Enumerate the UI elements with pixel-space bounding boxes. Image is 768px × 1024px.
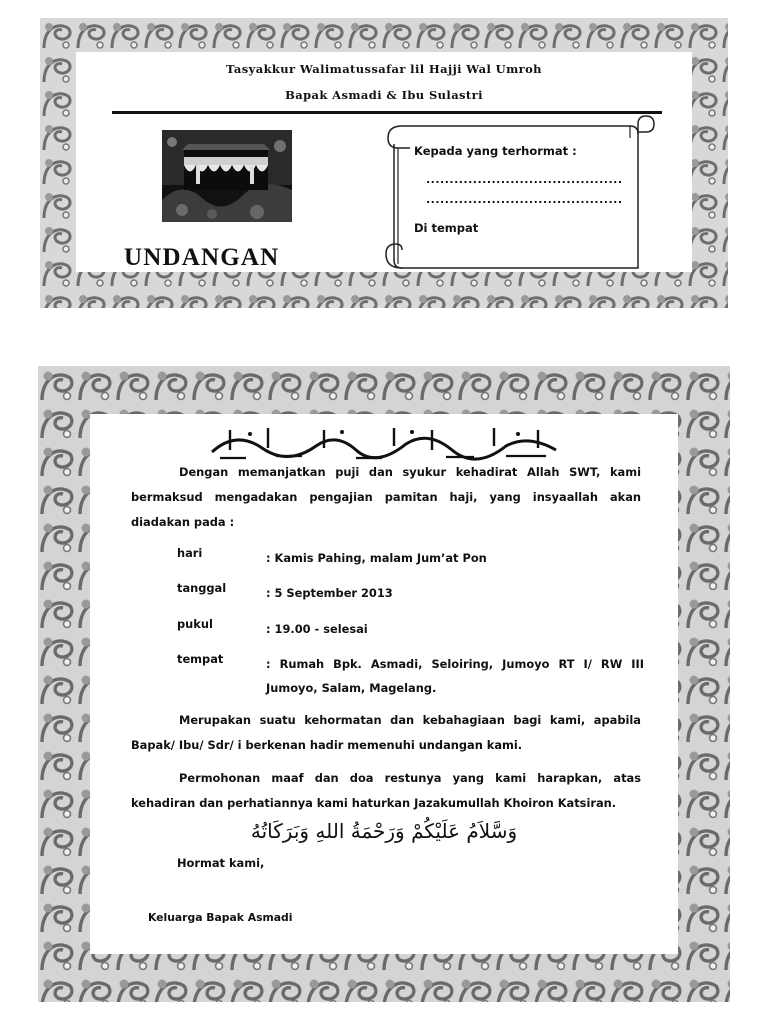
detail-value: : 19.00 - selesai <box>266 622 368 636</box>
recipient-label: Kepada yang terhormat : <box>414 144 577 158</box>
recipient-blank-line-1: .......................................... <box>426 173 623 186</box>
arabic-salam-calligraphy-icon <box>206 424 562 464</box>
sign-off: Hormat kami, <box>177 856 265 870</box>
honor-text: Merupakan suatu kehormatan dan kebahagiaan bagi kami, apabila Bapak/ Ibu/ Sdr/ i berkenan hadir memenuhi undangan kami. <box>131 713 641 752</box>
host-names: Bapak Asmadi & Ibu Sulastri <box>285 88 483 102</box>
detail-value: : Rumah Bpk. Asmadi, Seloiring, Jumoyo RT I/ RW III Jumoyo, Salam, Magelang. <box>266 657 644 695</box>
address-place: Di tempat <box>414 221 479 235</box>
detail-label: tempat <box>177 652 224 666</box>
arabic-closing-salam: وَسَّلاَمُ عَلَيْكُمْ وَرَحْمَةُ اللهِ وَبَرَكَاتُهُ <box>250 819 518 843</box>
detail-label: pukul <box>177 617 213 631</box>
intro-paragraph <box>131 460 641 535</box>
detail-value: : 5 September 2013 <box>266 586 393 600</box>
invitation-heading: UNDANGAN <box>124 244 280 271</box>
detail-value: : Kamis Pahing, malam Jum’at Pon <box>266 551 487 565</box>
honor-paragraph <box>131 708 641 758</box>
letter-body <box>38 366 730 1002</box>
detail-label: tanggal <box>177 581 227 595</box>
kaaba-photo-icon <box>162 130 292 222</box>
event-title: Tasyakkur Walimatussafar lil Hajji Wal Umroh <box>226 62 542 76</box>
apology-text: Permohonan maaf dan doa restunya yang kami harapkan, atas kehadiran dan perhatiannya kami haturkan Jazakumullah Khoiron Katsiran. <box>131 771 641 810</box>
intro-text: Dengan memanjatkan puji dan syukur kehadirat Allah SWT, kami bermaksud mengadakan pengajian pamitan haji, yang insyaallah akan diadakan pada : <box>131 465 641 529</box>
invitation-cover-card <box>40 18 728 308</box>
invitation-letter-card <box>38 366 730 1002</box>
apology-paragraph <box>131 766 641 816</box>
recipient-blank-line-2: .......................................... <box>426 193 623 206</box>
detail-label: hari <box>177 546 203 560</box>
signature: Keluarga Bapak Asmadi <box>148 911 293 924</box>
